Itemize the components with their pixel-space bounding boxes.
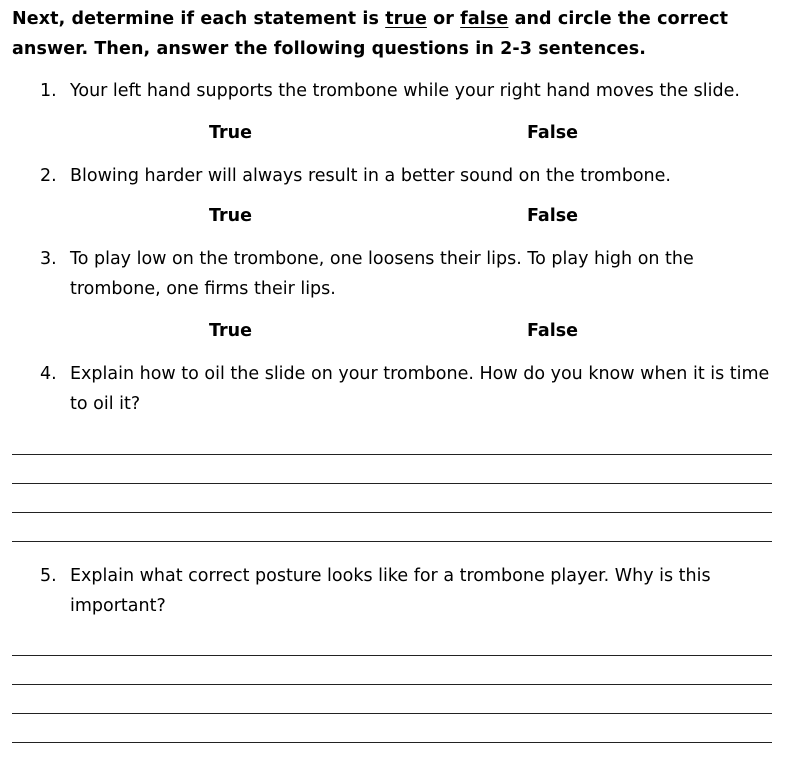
answer-line[interactable]: [12, 713, 772, 714]
answer-line[interactable]: [12, 454, 772, 455]
answer-line[interactable]: [12, 541, 772, 542]
question-3: [40, 244, 780, 304]
q3-true-option[interactable]: True: [209, 321, 252, 341]
question-1: [40, 76, 780, 106]
question-5: [40, 561, 780, 621]
answer-line[interactable]: [12, 512, 772, 513]
question-text: Explain what correct posture looks like for a trombone player. Why is this important?: [70, 566, 711, 616]
question-number: 2.: [40, 166, 57, 186]
q1-true-option[interactable]: True: [209, 123, 252, 143]
word-true: true: [385, 9, 427, 29]
question-text: To play low on the trombone, one loosens their lips. To play high on the trombone, one firms their lips.: [70, 249, 694, 299]
word-false: false: [460, 9, 509, 29]
q3-false-option[interactable]: False: [527, 321, 579, 341]
q1-false-option[interactable]: False: [527, 123, 579, 143]
answer-line[interactable]: [12, 742, 772, 743]
instructions-part2: or: [426, 9, 461, 29]
answer-line[interactable]: [12, 655, 772, 656]
answer-line[interactable]: [12, 483, 772, 484]
question-2: [40, 161, 780, 191]
question-text: Explain how to oil the slide on your trombone. How do you know when it is time to oil it?: [70, 364, 770, 414]
question-4: [40, 359, 780, 419]
instructions: [12, 4, 782, 64]
question-text: Your left hand supports the trombone while your right hand moves the slide.: [70, 81, 740, 101]
q2-true-option[interactable]: True: [209, 206, 252, 226]
answer-line[interactable]: [12, 684, 772, 685]
question-number: 1.: [40, 81, 57, 101]
instructions-part1: Next, determine if each statement is: [12, 9, 386, 29]
question-number: 3.: [40, 249, 57, 269]
question-number: 4.: [40, 364, 57, 384]
question-text: Blowing harder will always result in a better sound on the trombone.: [70, 166, 671, 186]
instructions-part3: and circle the correct answer. Then, answer the following questions in 2-3 sentences.: [12, 9, 729, 59]
q2-false-option[interactable]: False: [527, 206, 579, 226]
question-number: 5.: [40, 566, 57, 586]
